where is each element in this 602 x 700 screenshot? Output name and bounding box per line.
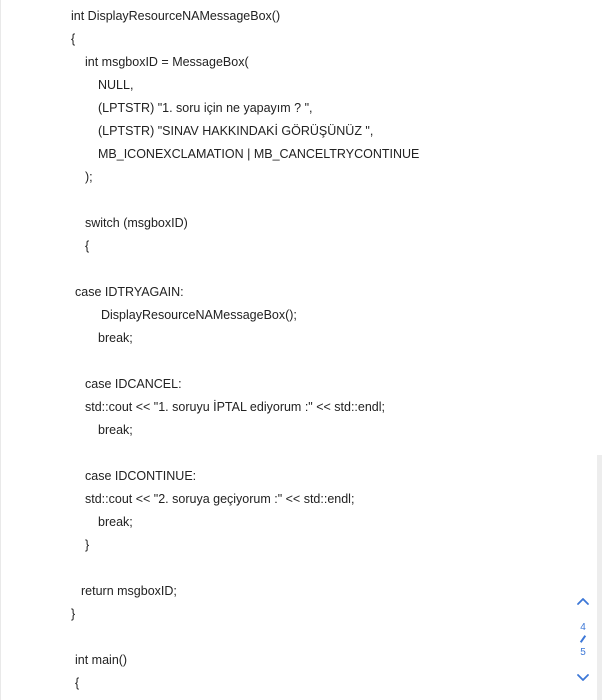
code-line: { [71,32,76,46]
code-line: { [75,676,80,690]
current-page-number: 4 [580,622,586,633]
previous-page-button[interactable] [573,592,593,612]
code-line: (LPTSTR) "SINAV HAKKINDAKİ GÖRÜŞÜNÜZ ", [98,124,374,138]
code-line: switch (msgboxID) [85,216,188,230]
code-line: MB_ICONEXCLAMATION | MB_CANCELTRYCONTINUE [98,147,420,161]
code-line: std::cout << "1. soruyu İPTAL ediyorum :" << std::endl; [85,400,385,414]
code-line: DisplayResourceNAMessageBox(); [101,308,297,322]
code-line: (LPTSTR) "1. soru için ne yapayım ? ", [98,101,313,115]
page-navigator [566,0,602,700]
code-line: std::cout << "2. soruya geçiyorum :" << std::endl; [85,492,355,506]
code-line: case IDCONTINUE: [85,469,197,483]
code-line: break; [98,515,133,529]
scrollbar[interactable] [597,455,602,700]
total-page-number: 5 [580,647,586,658]
code-line: ); [85,170,93,184]
code-line: } [71,607,76,621]
code-line: } [85,538,90,552]
code-line: case IDCANCEL: [85,377,182,391]
code-line: NULL, [98,78,134,92]
code-line: break; [98,331,133,345]
chevron-up-icon [573,592,593,612]
page-separator-icon [580,635,586,643]
code-line: break; [98,423,133,437]
code-line: int DisplayResourceNAMessageBox() [71,9,281,23]
chevron-down-icon [573,667,593,687]
code-line: int msgboxID = MessageBox( [85,55,249,69]
code-line: int main() [75,653,128,667]
code-line: return msgboxID; [81,584,177,598]
code-line: case IDTRYAGAIN: [75,285,184,299]
code-line: { [85,239,90,253]
next-page-button[interactable] [573,667,593,687]
